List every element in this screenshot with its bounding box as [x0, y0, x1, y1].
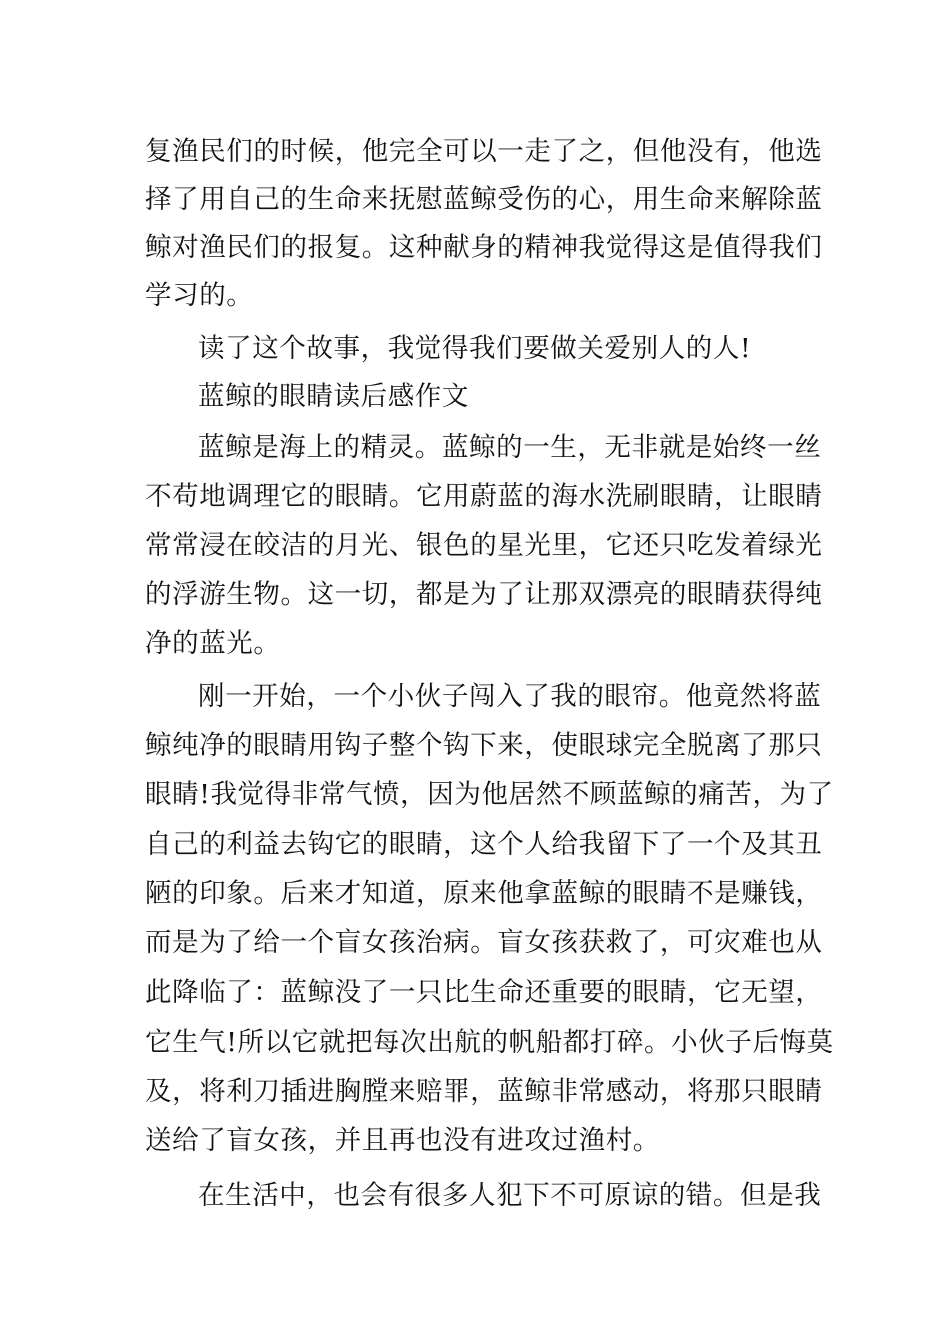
- text-line: 的浮游生物。这一切，都是为了让那双漂亮的眼睛获得纯: [145, 579, 823, 610]
- text-line: 鲸对渔民们的报复。这种献身的精神我觉得这是值得我们: [145, 232, 823, 263]
- text-line: 复渔民们的时候，他完全可以一走了之，但他没有，他选: [145, 136, 823, 167]
- text-line: 不苟地调理它的眼睛。它用蔚蓝的海水洗刷眼睛，让眼睛: [145, 481, 823, 512]
- text-line: 自己的利益去钩它的眼睛，这个人给我留下了一个及其丑: [145, 829, 823, 860]
- text-line: 常常浸在皎洁的月光、银色的星光里，它还只吃发着绿光: [145, 530, 823, 561]
- text-line: 眼睛!我觉得非常气愤，因为他居然不顾蓝鲸的痛苦，为了: [145, 779, 834, 810]
- text-line: 鲸纯净的眼睛用钩子整个钩下来，使眼球完全脱离了那只: [145, 730, 823, 761]
- text-line: 此降临了：蓝鲸没了一只比生命还重要的眼睛，它无望，: [145, 977, 823, 1008]
- text-line: 它生气!所以它就把每次出航的帆船都打碎。小伙子后悔莫: [145, 1027, 834, 1058]
- section-heading: 蓝鲸的眼睛读后感作文: [198, 381, 469, 412]
- text-line: 净的蓝光。: [145, 628, 281, 659]
- text-line: 学习的。: [145, 280, 254, 311]
- text-line: 刚一开始，一个小伙子闯入了我的眼帘。他竟然将蓝: [198, 681, 822, 712]
- text-line: 择了用自己的生命来抚慰蓝鲸受伤的心，用生命来解除蓝: [145, 184, 823, 215]
- text-line: 陋的印象。后来才知道，原来他拿蓝鲸的眼睛不是赚钱，: [145, 878, 823, 909]
- text-line: 送给了盲女孩，并且再也没有进攻过渔村。: [145, 1125, 660, 1156]
- text-line: 在生活中，也会有很多人犯下不可原谅的错。但是我: [198, 1180, 822, 1211]
- text-line: 蓝鲸是海上的精灵。蓝鲸的一生，无非就是始终一丝: [198, 432, 822, 463]
- text-line: 而是为了给一个盲女孩治病。盲女孩获救了，可灾难也从: [145, 927, 823, 958]
- text-line: 读了这个故事，我觉得我们要做关爱别人的人!: [198, 333, 752, 364]
- text-line: 及，将利刀插进胸膛来赔罪，蓝鲸非常感动，将那只眼睛: [145, 1076, 823, 1107]
